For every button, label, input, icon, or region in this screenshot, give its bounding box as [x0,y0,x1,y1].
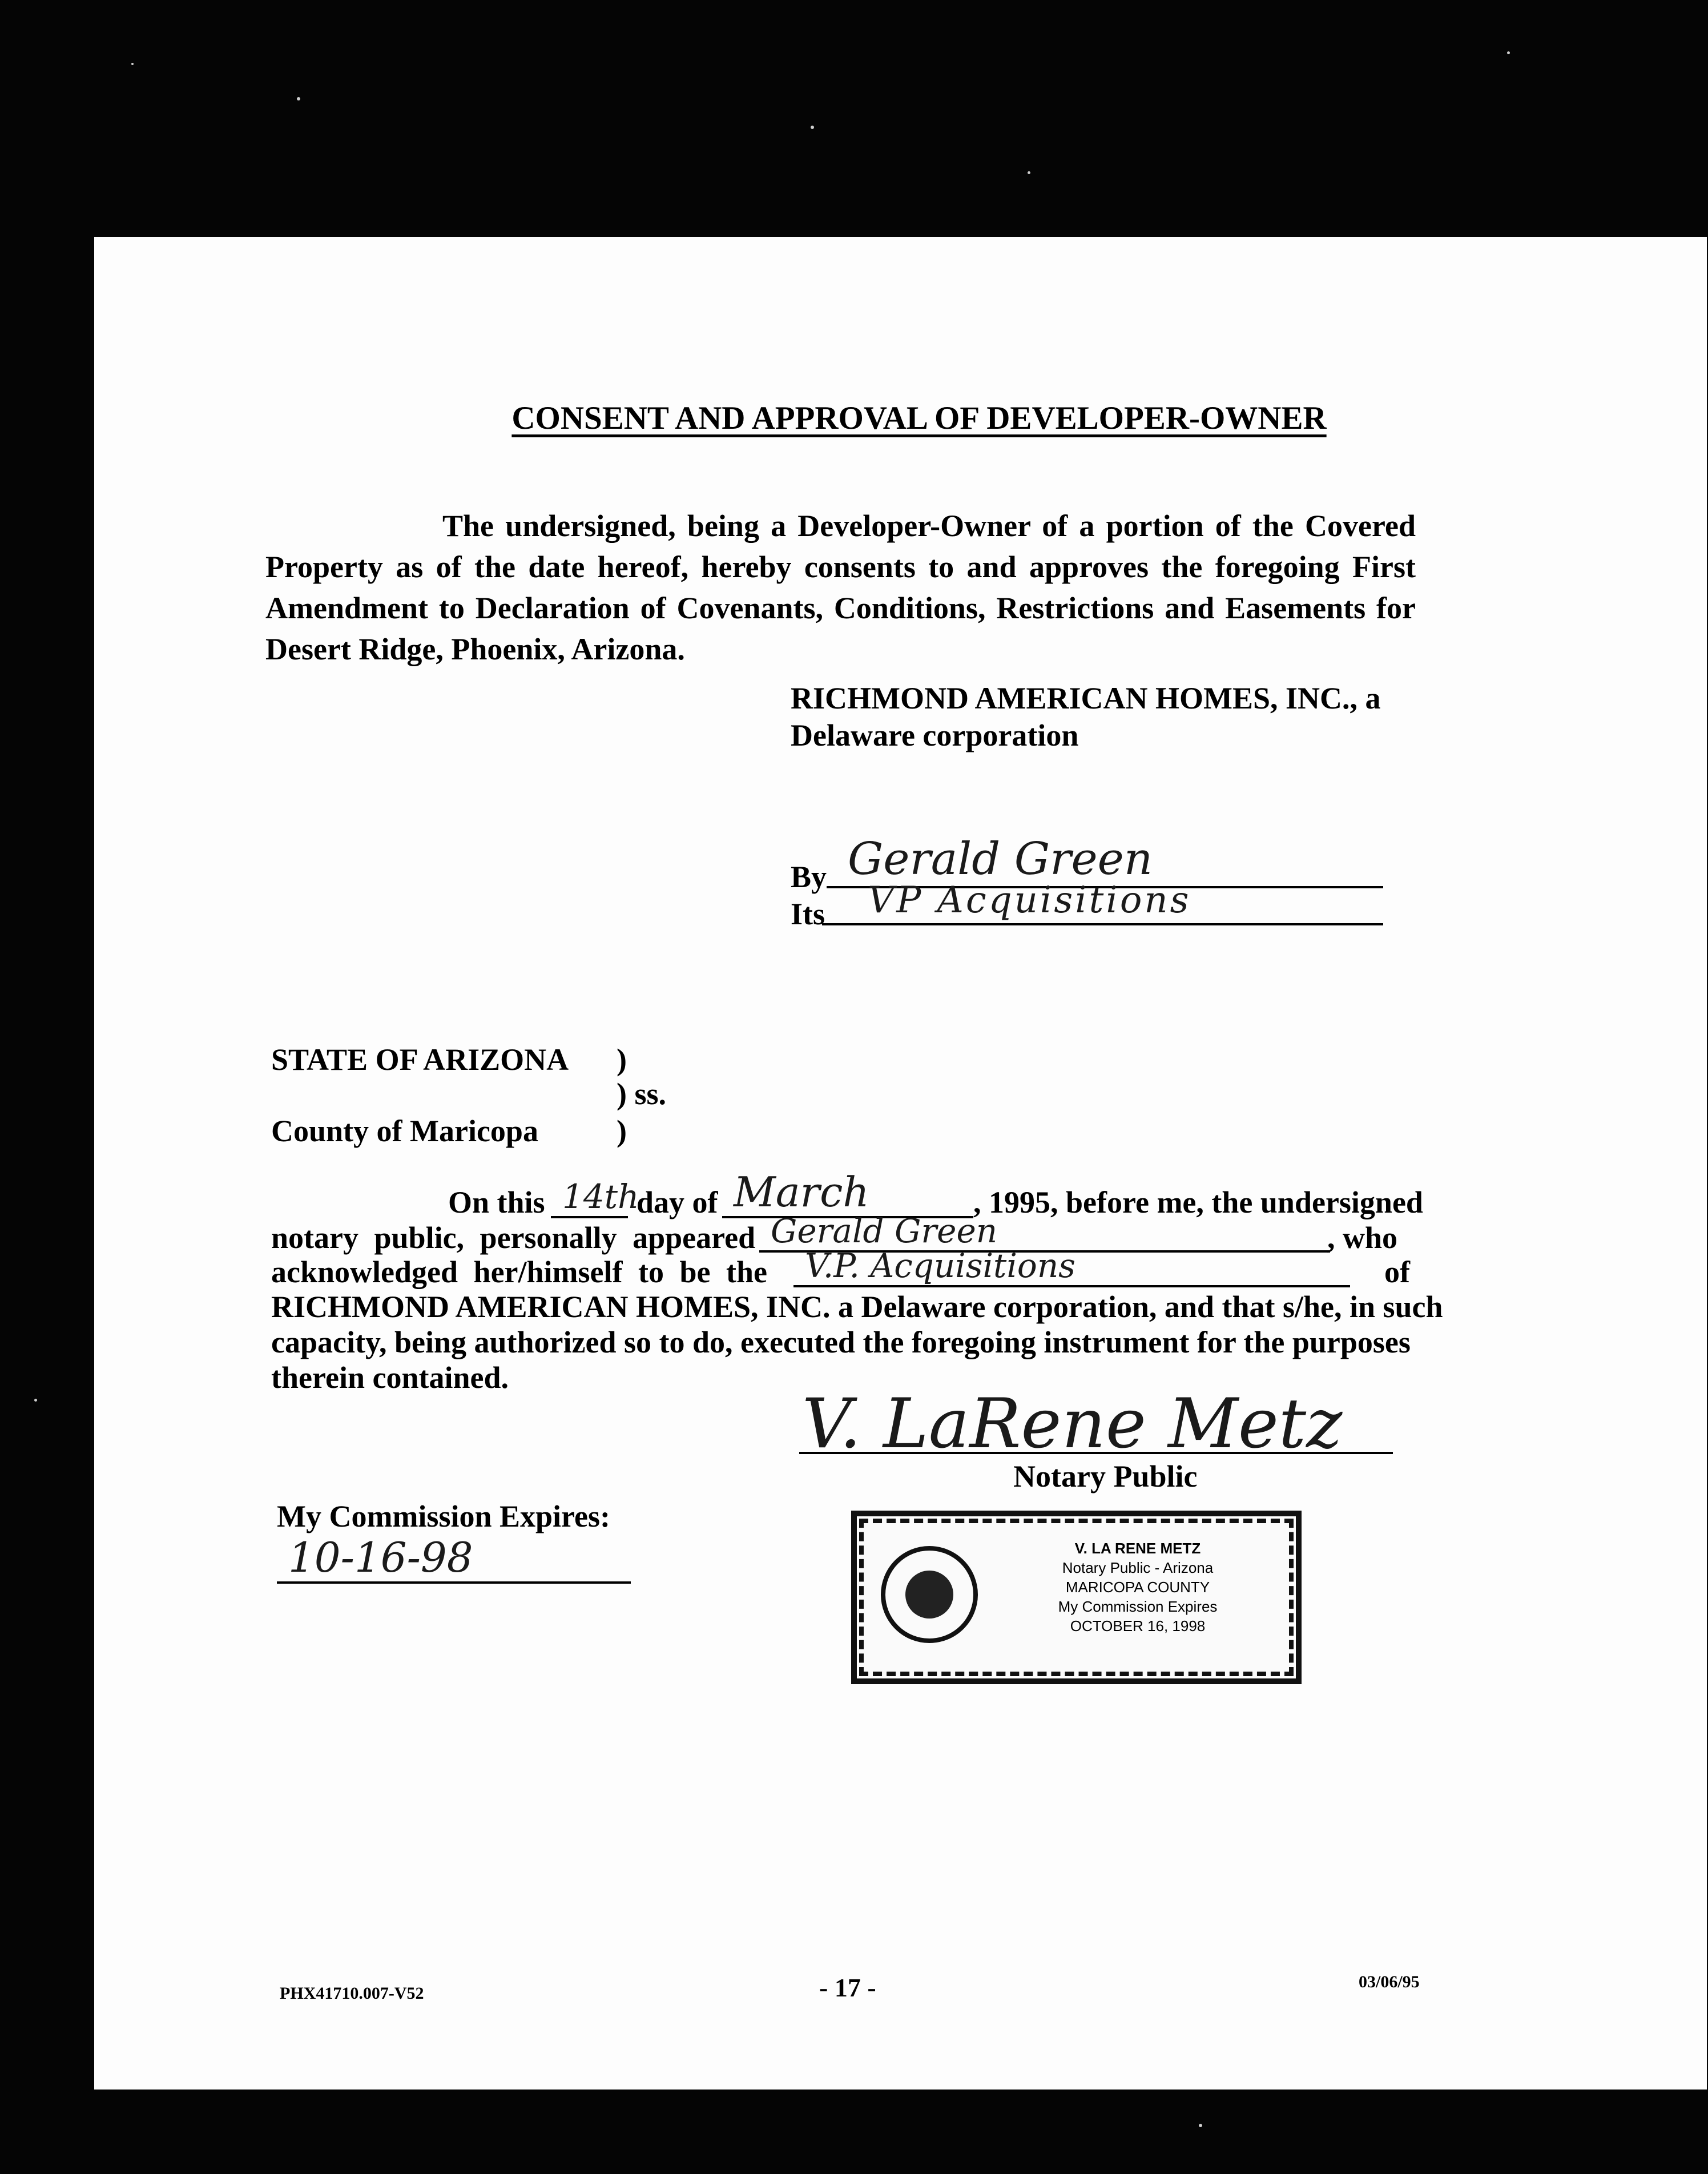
venue-paren-1: ) [617,1042,627,1077]
ack-line-4: RICHMOND AMERICAN HOMES, INC. a Delaware corporation, and that s/he, in such [271,1290,1443,1324]
ack-on-this: On this [448,1185,545,1219]
its-label: Its [791,897,825,931]
ack-day-of: day of [637,1185,718,1219]
stamp-line-1: V. LA RENE METZ [1074,1540,1201,1557]
its-line [822,923,1383,925]
stamp-line-5: OCTOBER 16, 1998 [1070,1617,1206,1634]
ack-who: , who [1327,1221,1398,1255]
person-value: Gerald Green [771,1211,998,1250]
day-field [551,1177,639,1218]
notary-label: Notary Public [1013,1459,1198,1493]
commission-label: My Commission Expires: [277,1499,611,1533]
stamp-line-3: MARICOPA COUNTY [1065,1579,1210,1596]
state-label: STATE OF ARIZONA [271,1042,569,1077]
ack-notary-appeared: notary public, personally appeared [271,1221,756,1255]
by-label: By [791,860,827,894]
ack-line-6: therein contained. [271,1360,509,1395]
venue-paren-2: ) [617,1114,627,1148]
county-label: County of Maricopa [271,1114,538,1148]
stamp-line-4: My Commission Expires [1058,1598,1218,1615]
footer-date: 03/06/95 [1359,1972,1420,1991]
corporation-name: RICHMOND AMERICAN HOMES, INC., a [791,681,1381,715]
state-seal-icon [881,1546,978,1643]
day-value: 14th [562,1177,639,1216]
developer-signature: Gerald Green [848,834,1153,885]
month-value: March [734,1168,869,1216]
title-field [793,1246,1350,1287]
notary-signature: V. LaRene Metz [802,1384,1343,1464]
ack-year-text: , 1995, before me, the undersigned [973,1185,1423,1219]
notary-stamp [859,1519,1294,1676]
document-title: CONSENT AND APPROVAL OF DEVELOPER-OWNER [511,400,1327,436]
footer-page-number: - 17 - [819,1973,876,2002]
notary-signature-line [799,1452,1393,1454]
commission-value: 10-16-98 [288,1533,473,1581]
ack-acknowledged: acknowledged her/himself to be the [271,1255,767,1289]
consent-paragraph: The undersigned, being a Developer-Owner of a portion of the Covered Property as of the date hereof, hereby consents to and approves the foregoing First Amendment to Declaration of Covenants, Conditions, Restrictions and Easements for Desert Ridge, Phoenix, Arizona. [265,509,1416,666]
document-page [94,237,1707,2090]
ack-line-5: capacity, being authorized so to do, executed the foregoing instrument for the purposes [271,1325,1411,1359]
ss-label: ) ss. [617,1077,667,1111]
stamp-line-2: Notary Public - Arizona [1062,1559,1214,1576]
corporation-type: Delaware corporation [791,718,1079,752]
ack-of: of [1384,1255,1410,1289]
footer-doc-id: PHX41710.007-V52 [280,1984,424,2003]
title-value: V.P. Acquisitions [805,1246,1075,1285]
its-handwritten-title: VP Acquisitions [868,879,1191,921]
commission-field [277,1533,631,1584]
